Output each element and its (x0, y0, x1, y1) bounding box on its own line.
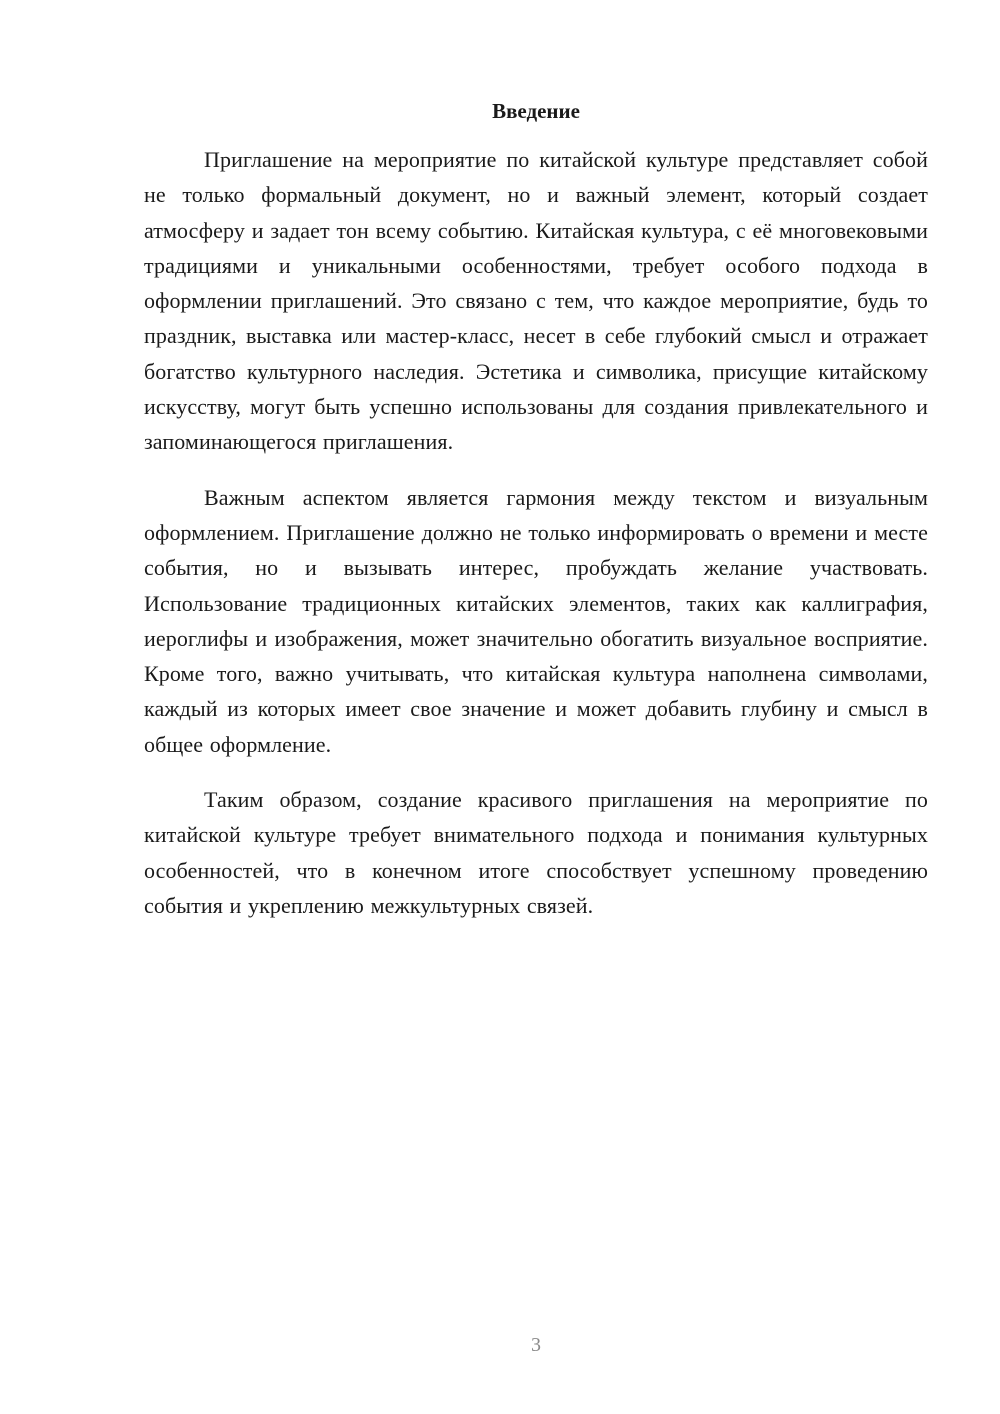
paragraph-2: Важным аспектом является гармония между текстом и визуальным оформлением. Приглашение должно не только информировать о времени и месте события, но и вызывать интерес, пробуждать желание участвовать. Использование традиционных китайских элементов, таких как каллиграфия, иероглифы и изображения, может значительно обогатить визуальное восприятие. Кроме того, важно учитывать, что китайская культура наполнена символами, каждый из которых имеет свое значение и может добавить глубину и смысл в общее оформление. (144, 484, 928, 757)
page-number: 3 (531, 1334, 541, 1356)
section-heading: Введение (492, 99, 580, 123)
paragraph-1: Приглашение на мероприятие по китайской культуре представляет собой не только формальный документ, но и важный элемент, который создает атмосферу и задает тон всему событию. Китайская культура, с её многовековыми традициями и уникальными особенностями, требует особого подхода в оформлении приглашений. Это связано с тем, что каждое мероприятие, будь то праздник, выставка или мастер-класс, несет в себе глубокий смысл и отражает богатство культурного наследия. Эстетика и символика, присущие китайскому искусству, могут быть успешно использованы для создания привлекательного и запоминающегося приглашения. (144, 147, 928, 455)
body-text (144, 142, 928, 943)
paragraph-3: Таким образом, создание красивого приглашения на мероприятие по китайской культуре требует внимательного подхода и понимания культурных особенностей, что в конечном итоге способствует успешному проведению события и укреплению межкультурных связей. (144, 787, 928, 918)
